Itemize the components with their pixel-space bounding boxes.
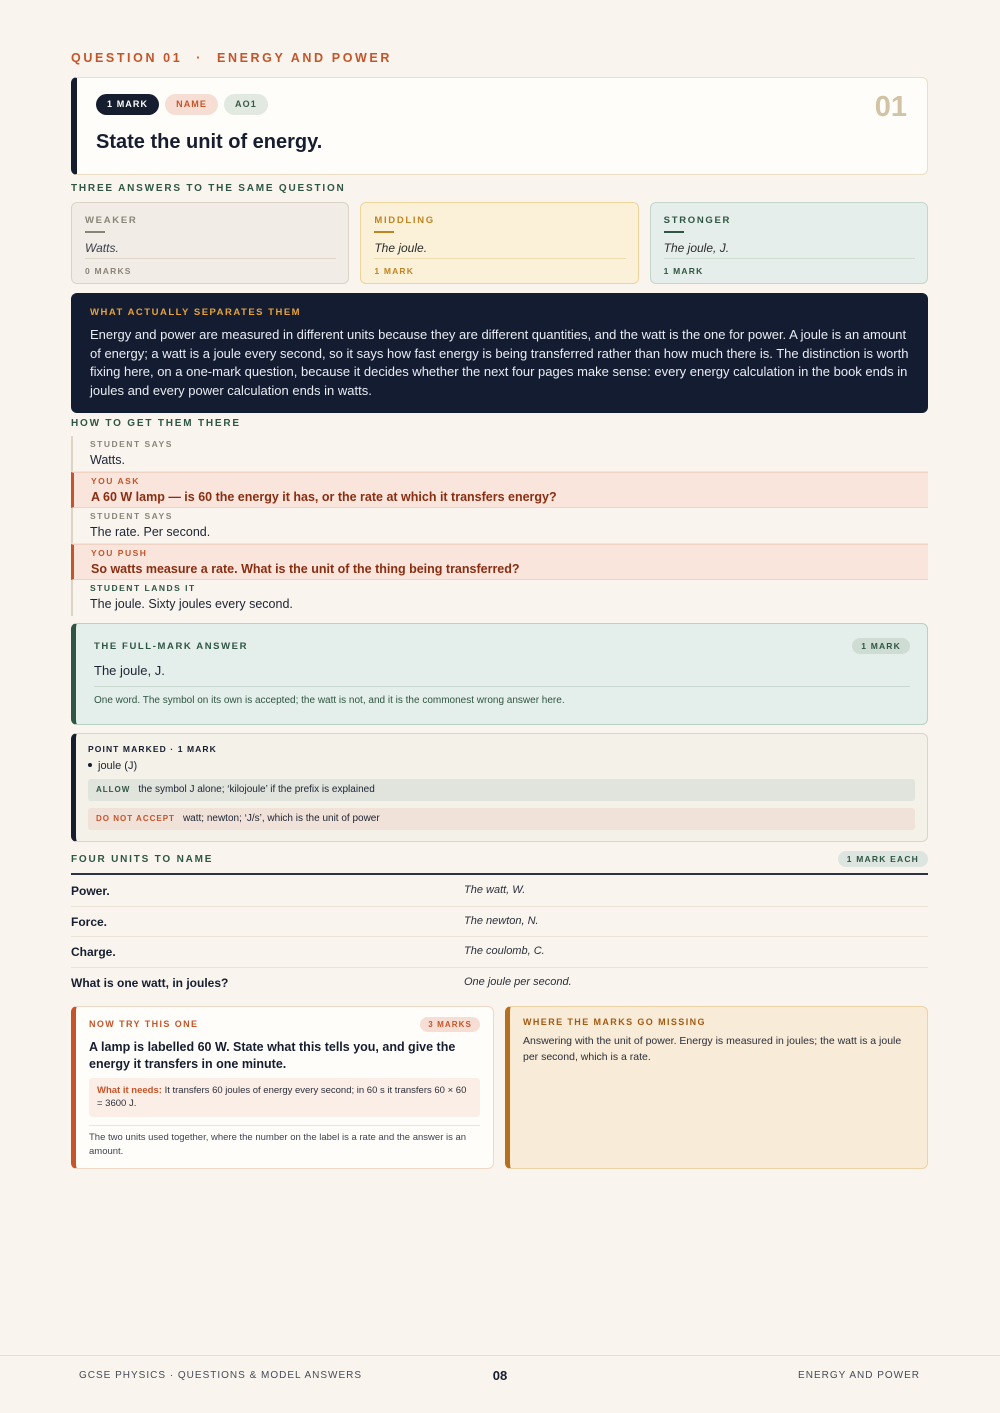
separates-panel xyxy=(71,293,928,413)
separates-body: Energy and power are measured in different units because they are different quantities, and the watt is the one for power. A joule is an amount of energy; a watt is a joule every second, so it says how fast energy is being transferred rather than how much there is. The distinction is worth fixing here, on a one-mark question, because it decides whether the next four pages make sense: every energy calculation in the book ends in joules and every power calculation ends in watts. xyxy=(90,327,909,399)
dialog-turn-teacher xyxy=(71,472,928,508)
units-header xyxy=(71,851,928,875)
answer-level-label: WEAKER xyxy=(85,215,138,226)
full-mark-badge: 1 MARK xyxy=(852,638,910,654)
turn-speaker: YOU ASK xyxy=(91,476,140,486)
full-mark-label: THE FULL-MARK ANSWER xyxy=(94,641,249,652)
table-row xyxy=(71,968,928,999)
coaching-dialog xyxy=(71,436,928,616)
answer-comparison xyxy=(71,202,928,284)
unit-answer: One joule per second. xyxy=(464,975,572,988)
allow-row xyxy=(88,779,915,801)
turn-text: The joule. Sixty joules every second. xyxy=(90,597,293,611)
table-row xyxy=(71,907,928,938)
marked-point xyxy=(88,760,137,772)
table-row xyxy=(71,937,928,968)
try-footnote: The two units used together, where the number on the label is a rate and the answer is an amount. xyxy=(89,1125,480,1159)
separates-label: WHAT ACTUALLY SEPARATES THEM xyxy=(90,307,302,318)
unit-question: Force. xyxy=(71,914,108,929)
marked-point-text: joule (J) xyxy=(98,760,138,772)
missing-label: WHERE THE MARKS GO MISSING xyxy=(523,1017,706,1027)
answer-text: The joule. xyxy=(374,241,625,259)
try-this-card xyxy=(71,1006,494,1169)
footer-chapter: ENERGY AND POWER xyxy=(798,1370,920,1381)
footer-book-title: GCSE PHYSICS · QUESTIONS & MODEL ANSWERS xyxy=(79,1370,363,1381)
try-needs xyxy=(89,1078,480,1117)
question-title: State the unit of energy. xyxy=(96,131,323,153)
answer-marks: 0 MARKS xyxy=(85,266,132,276)
missing-body: Answering with the unit of power. Energy is measured in joules; the watt is a joule per second, which is a rate. xyxy=(523,1035,902,1063)
full-mark-answer: The joule, J. xyxy=(94,663,165,678)
unit-answer: The watt, W. xyxy=(464,884,526,896)
unit-question: What is one watt, in joules? xyxy=(71,975,229,990)
answer-text: Watts. xyxy=(85,241,336,259)
eyebrow-question: QUESTION 01 xyxy=(71,51,183,65)
level-bar xyxy=(374,231,394,233)
marks-missing-card xyxy=(505,1006,928,1169)
turn-text: So watts measure a rate. What is the unit of the thing being transferred? xyxy=(91,562,520,576)
full-mark-note: One word. The symbol on its own is accepted; the watt is not, and it is the commonest wrong answer here. xyxy=(94,695,565,706)
question-eyebrow xyxy=(71,51,392,65)
dialog-turn-teacher xyxy=(71,544,928,580)
turn-speaker: YOU PUSH xyxy=(91,548,148,558)
level-bar xyxy=(85,231,105,233)
question-number: 01 xyxy=(874,91,907,123)
full-mark-answer-card xyxy=(71,623,928,725)
question-pills xyxy=(96,94,268,115)
dialog-turn-student xyxy=(71,436,928,472)
answer-marks: 1 MARK xyxy=(374,266,415,276)
turn-text: Watts. xyxy=(90,453,125,467)
try-badge: 3 MARKS xyxy=(420,1017,480,1032)
dialog-turn-student xyxy=(71,580,928,616)
units-badge: 1 MARK EACH xyxy=(838,851,928,867)
answer-marks: 1 MARK xyxy=(663,266,704,276)
answer-level-label: MIDDLING xyxy=(374,215,435,226)
allow-text: the symbol J alone; ‘kilojoule’ if the prefix is explained xyxy=(138,784,375,795)
do-not-accept-tag: DO NOT ACCEPT xyxy=(96,814,175,823)
page-footer xyxy=(0,1355,1000,1413)
turn-text: A 60 W lamp — is 60 the energy it has, or the rate at which it transfers energy? xyxy=(91,490,557,504)
divider xyxy=(94,686,910,687)
unit-question: Charge. xyxy=(71,945,116,959)
unit-answer: The coulomb, C. xyxy=(464,945,545,957)
dialog-turn-student xyxy=(71,508,928,544)
turn-speaker: STUDENT SAYS xyxy=(90,439,173,449)
units-section-label: FOUR UNITS TO NAME xyxy=(71,854,214,865)
table-row xyxy=(71,876,928,907)
try-question: A lamp is labelled 60 W. State what this tells you, and give the energy it transfers in one minute. xyxy=(89,1040,456,1071)
units-table xyxy=(71,876,928,998)
allow-tag: ALLOW xyxy=(96,785,131,794)
level-bar xyxy=(664,231,684,233)
turn-speaker: STUDENT SAYS xyxy=(90,511,173,521)
weaker-answer-card xyxy=(71,202,349,284)
question-card xyxy=(71,77,928,175)
assessment-objective-pill: AO1 xyxy=(224,94,268,115)
do-not-accept-row xyxy=(88,808,915,830)
try-label: NOW TRY THIS ONE xyxy=(89,1019,199,1029)
mark-scheme-label: POINT MARKED · 1 MARK xyxy=(88,744,217,754)
dialog-section-label: HOW TO GET THEM THERE xyxy=(71,418,241,429)
needs-label: What it needs: xyxy=(97,1085,162,1096)
page-number: 08 xyxy=(492,1368,508,1383)
answers-section-label: THREE ANSWERS TO THE SAME QUESTION xyxy=(71,183,346,194)
eyebrow-separator: · xyxy=(196,51,204,65)
eyebrow-topic: ENERGY AND POWER xyxy=(217,51,392,65)
bullet-icon xyxy=(88,763,92,767)
needs-text: It transfers 60 joules of energy every second; in 60 s it transfers 60 × 60 = 3600 J. xyxy=(97,1085,467,1109)
answer-level-label: STRONGER xyxy=(663,215,732,226)
turn-text: The rate. Per second. xyxy=(90,525,211,539)
do-not-accept-text: watt; newton; ‘J/s’, which is the unit of power xyxy=(182,813,380,824)
marks-pill: 1 MARK xyxy=(96,94,159,115)
unit-answer: The newton, N. xyxy=(464,914,539,927)
stronger-answer-card xyxy=(650,202,928,284)
mark-scheme-card xyxy=(71,733,928,842)
turn-speaker: STUDENT LANDS IT xyxy=(90,583,196,593)
unit-question: Power. xyxy=(71,884,110,898)
middling-answer-card xyxy=(360,202,638,284)
command-word-pill: NAME xyxy=(165,94,218,115)
answer-text: The joule, J. xyxy=(664,241,915,259)
